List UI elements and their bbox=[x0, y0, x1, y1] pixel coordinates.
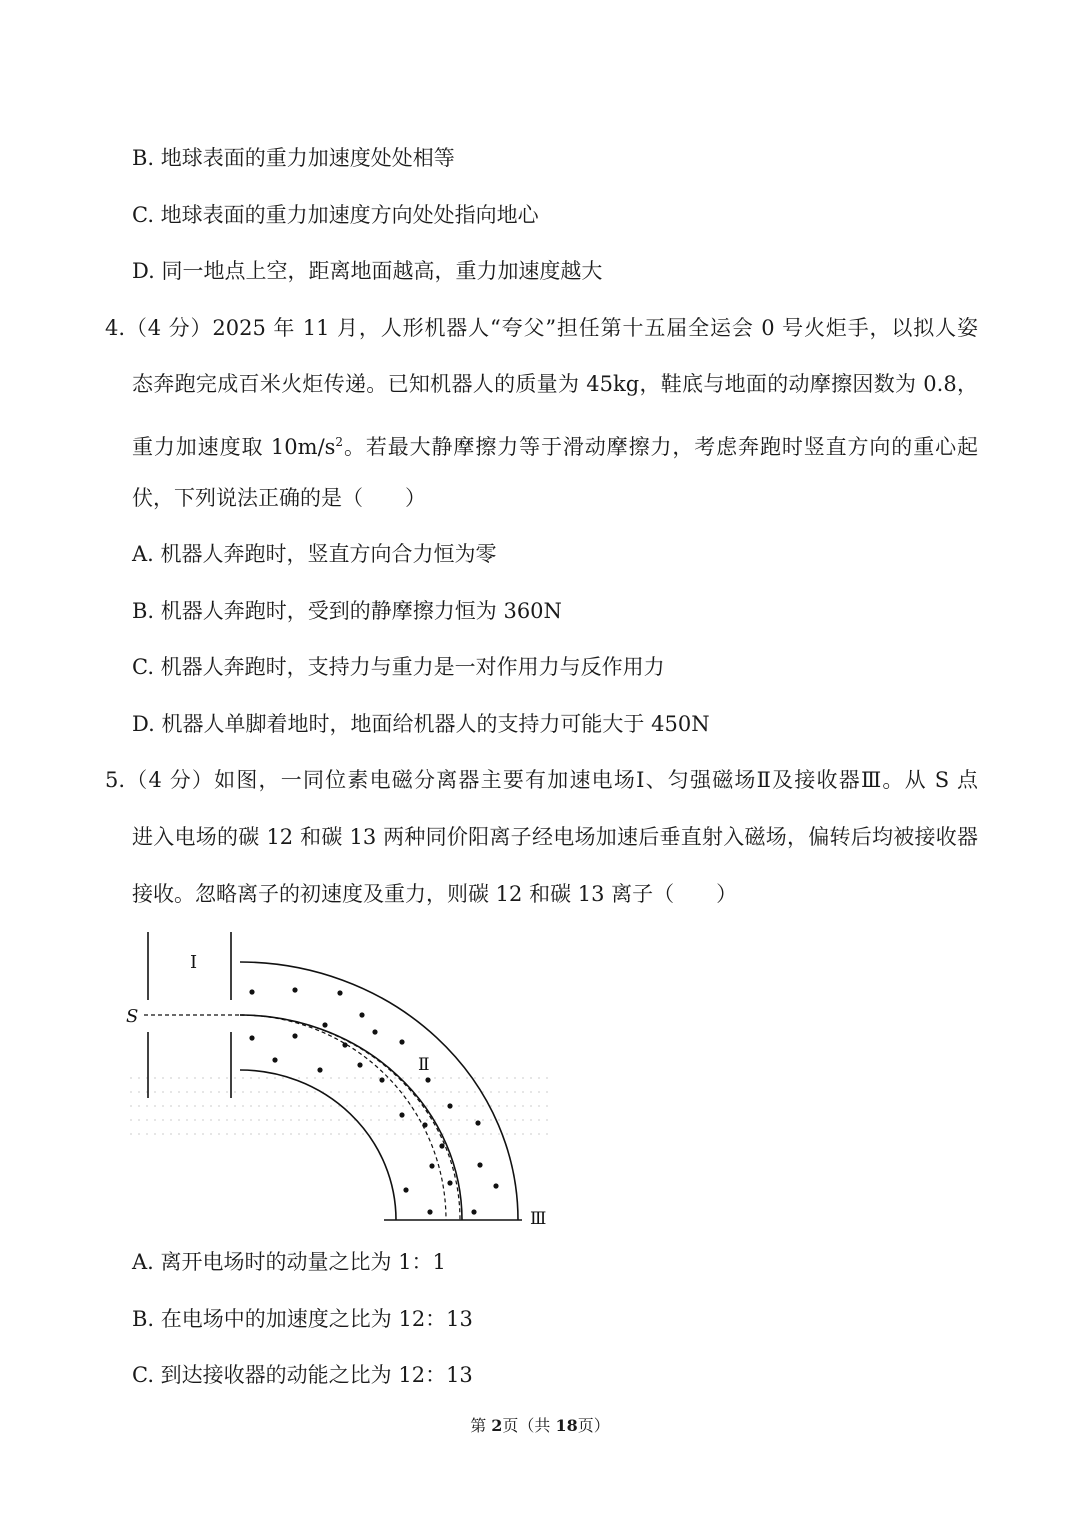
q5-stem-line-1: 5.（4 分）如图，一同位素电磁分离器主要有加速电场Ⅰ、匀强磁场Ⅱ及接收器Ⅲ。从 S 点 bbox=[105, 768, 978, 792]
footer-pre: 第 bbox=[470, 1416, 492, 1435]
field-label: I bbox=[190, 952, 198, 973]
receiver-label: Ⅲ bbox=[530, 1209, 547, 1225]
q4-stem-line-1: 4.（4 分）2025 年 11 月，人形机器人“夸父”担任第十五届全运会 0 号火炬手，以拟人姿 bbox=[105, 316, 978, 340]
page-footer bbox=[0, 1414, 1080, 1438]
q4-option-b: B. 机器人奔跑时，受到的静摩擦力恒为 360N bbox=[132, 599, 562, 623]
q4-stem-line-3 bbox=[132, 427, 978, 462]
q4-stem-line-3-post: 。若最大静摩擦力等于滑动摩擦力，考虑奔跑时竖直方向的重心起 bbox=[343, 435, 978, 459]
ion-trajectory-2 bbox=[240, 1015, 460, 1220]
footer-page-number: 2 bbox=[491, 1416, 503, 1435]
q3-option-c: C. 地球表面的重力加速度方向处处指向地心 bbox=[132, 203, 539, 227]
inner-boundary-arc bbox=[240, 1070, 396, 1220]
q3-option-d: D. 同一地点上空，距离地面越高，重力加速度越大 bbox=[132, 259, 603, 283]
q4-option-a: A. 机器人奔跑时，竖直方向合力恒为零 bbox=[132, 542, 497, 566]
source-label: S bbox=[126, 1006, 139, 1027]
magnetic-field-label: Ⅱ bbox=[418, 1055, 430, 1075]
q3-option-b: B. 地球表面的重力加速度处处相等 bbox=[132, 146, 455, 170]
background-dotted-rows bbox=[130, 1078, 550, 1134]
outer-boundary-arc bbox=[240, 962, 518, 1220]
q4-superscript: 2 bbox=[335, 435, 344, 449]
q5-stem-line-3: 接收。忽略离子的初速度及重力，则碳 12 和碳 13 离子（ ） bbox=[132, 882, 738, 906]
q5-option-b: B. 在电场中的加速度之比为 12：13 bbox=[132, 1307, 473, 1331]
q5-option-a: A. 离开电场时的动量之比为 1：1 bbox=[132, 1250, 446, 1274]
footer-post: 页） bbox=[577, 1416, 610, 1435]
middle-boundary-arc bbox=[240, 1015, 462, 1220]
q5-stem-line-2: 进入电场的碳 12 和碳 13 两种同价阳离子经电场加速后垂直射入磁场，偏转后均被接收器 bbox=[132, 825, 978, 849]
footer-total-pages: 18 bbox=[555, 1416, 578, 1435]
separator-diagram bbox=[120, 920, 560, 1225]
q4-option-d: D. 机器人单脚着地时，地面给机器人的支持力可能大于 450N bbox=[132, 712, 710, 736]
q4-option-c: C. 机器人奔跑时，支持力与重力是一对作用力与反作用力 bbox=[132, 655, 665, 679]
q4-stem-line-3-pre: 重力加速度取 10m/s bbox=[132, 435, 336, 459]
magnetic-field-dots bbox=[249, 987, 498, 1214]
q4-stem-line-4: 伏，下列说法正确的是（ ） bbox=[132, 486, 426, 510]
q5-option-c: C. 到达接收器的动能之比为 12：13 bbox=[132, 1363, 473, 1387]
footer-mid: 页（共 bbox=[502, 1416, 556, 1435]
q4-stem-line-2: 态奔跑完成百米火炬传递。已知机器人的质量为 45kg，鞋底与地面的动摩擦因数为 0.8， bbox=[132, 372, 978, 396]
